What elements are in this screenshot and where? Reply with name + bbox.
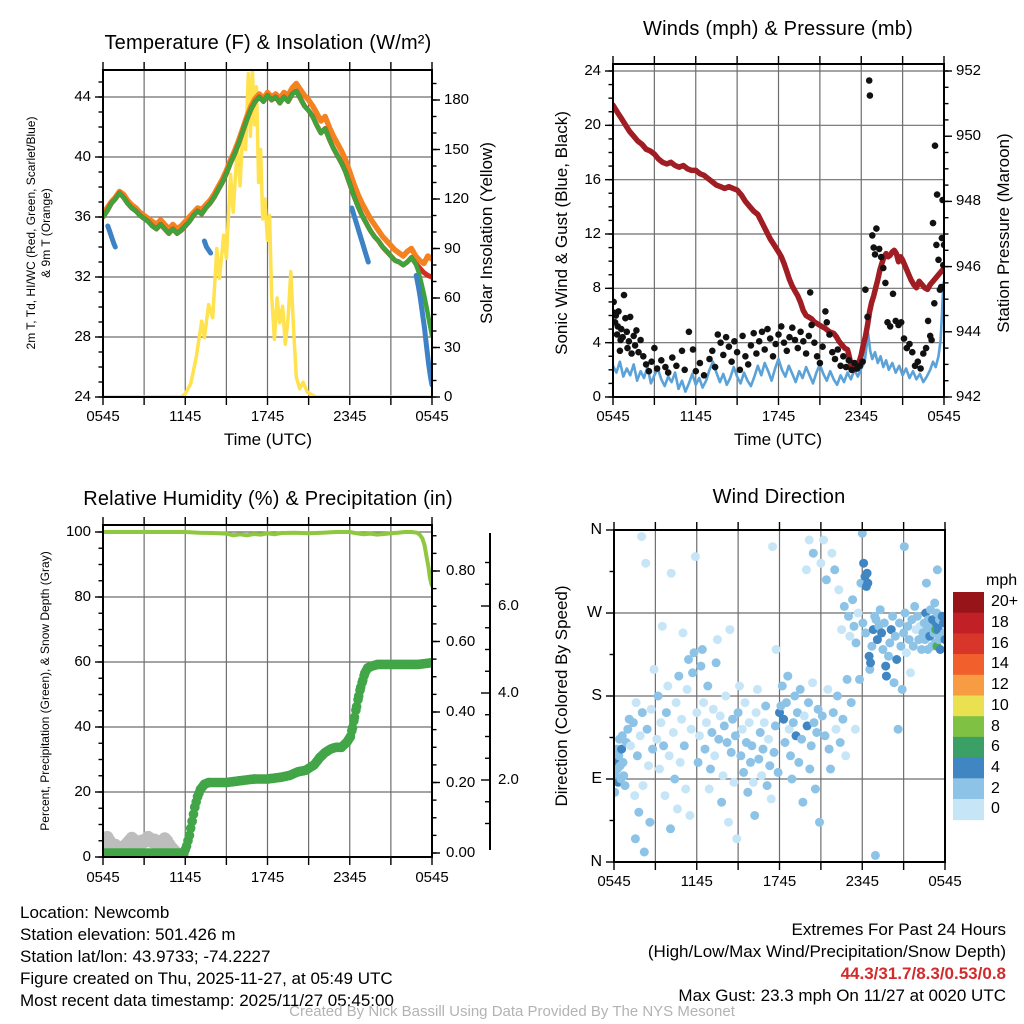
wind-tick-label: 16 [584, 170, 601, 188]
footer-timestamp: Most recent data timestamp: 2025/11/27 05:45:00 [20, 991, 394, 1010]
legend-entry-label: 18 [991, 614, 1009, 632]
legend-entry-label: 20+ [991, 593, 1019, 611]
time-tick-label: 1145 [679, 408, 712, 425]
percent-tick-label: 40 [74, 718, 91, 735]
snow-tick-label: 2.0 [498, 771, 519, 788]
insolation-tick-label: 30 [444, 338, 461, 356]
insolation-right-axis-label: Solar Insolation (Yellow) [477, 142, 496, 324]
pressure-tick-label: 942 [956, 388, 982, 405]
time-tick-label: 1745 [762, 873, 797, 890]
percent-tick-label: 100 [65, 523, 91, 540]
percent-tick-label: 80 [74, 588, 91, 605]
temp-left-axis-label-line2: & 9m T (Orange) [39, 188, 53, 278]
footer-location: Location: Newcomb [20, 903, 170, 922]
insolation-tick-label: 150 [444, 140, 470, 158]
time-tick-label: 0545 [415, 869, 449, 886]
legend-title: mph [986, 572, 1018, 589]
time-tick-label: 1745 [250, 869, 285, 886]
insolation-tick-label: 60 [444, 289, 461, 306]
precip-tick-label: 0.80 [446, 562, 476, 579]
temp-tick-label: 24 [74, 388, 91, 405]
snow-tick-label: 4.0 [498, 684, 519, 701]
temp-tick-label: 32 [74, 268, 91, 285]
wind-chart-title: Winds (mph) & Pressure (mb) [643, 18, 913, 40]
insolation-tick-label: 180 [444, 91, 470, 108]
legend-entry-label: 6 [991, 738, 1000, 756]
wind-tick-label: 4 [592, 333, 601, 351]
direction-left-axis-label: Direction (Colored By Speed) [552, 585, 571, 807]
temp-tick-label: 44 [74, 88, 91, 105]
wind-tick-label: 24 [584, 62, 601, 79]
legend-entry-label: 12 [991, 676, 1009, 694]
wind-left-axis-label: Sonic Wind & Gust (Blue, Black) [552, 111, 571, 355]
direction-tick-label: N [590, 853, 602, 870]
time-tick-label: 0545 [928, 873, 962, 890]
pressure-tick-label: 950 [956, 127, 982, 145]
time-tick-label: 1145 [680, 873, 713, 890]
pressure-tick-label: 946 [956, 257, 982, 275]
time-tick-label: 1745 [761, 408, 796, 425]
time-tick-label: 0545 [86, 869, 120, 886]
percent-tick-label: 0 [82, 848, 91, 865]
extremes-subtitle: (High/Low/Max Wind/Precipitation/Snow Depth) [647, 942, 1006, 961]
insolation-tick-label: 0 [444, 388, 453, 405]
legend-swatch [953, 716, 984, 737]
legend-swatch [953, 758, 984, 779]
temp-tick-label: 28 [74, 328, 91, 345]
time-tick-label: 1145 [169, 869, 202, 886]
time-tick-label: 0545 [415, 408, 449, 425]
legend-entry-label: 4 [991, 758, 1000, 776]
direction-tick-label: W [586, 604, 602, 621]
extremes-title: Extremes For Past 24 Hours [791, 920, 1006, 939]
wind-tick-label: 12 [584, 225, 601, 242]
legend-entry-label: 14 [991, 655, 1009, 673]
pressure-tick-label: 948 [956, 192, 982, 210]
insolation-tick-label: 120 [444, 190, 470, 207]
footer-created: Figure created on Thu, 2025-11-27, at 05:49 UTC [20, 969, 393, 988]
precip-tick-label: 0.40 [446, 703, 476, 720]
time-tick-label: 0545 [927, 408, 961, 425]
legend-swatch [953, 799, 984, 820]
legend-swatch [953, 778, 984, 799]
time-tick-label: 1145 [169, 408, 202, 425]
rh-left-axis-label: Percent, Precipitation (Green), & Snow Depth (Gray) [38, 551, 52, 831]
precip-tick-label: 0.20 [446, 773, 476, 791]
time-tick-label: 1745 [250, 408, 285, 425]
legend-swatch [953, 737, 984, 758]
pressure-tick-label: 944 [956, 322, 982, 340]
footer-elevation: Station elevation: 501.426 m [20, 925, 236, 944]
credit-text: Created By Nick Bassill Using Data Provided By The NYS Mesonet [289, 1003, 735, 1020]
rh-chart-title: Relative Humidity (%) & Precipitation (in) [83, 488, 453, 510]
legend-swatch [953, 592, 984, 613]
time-tick-label: 2345 [333, 869, 367, 886]
wind-tick-label: 8 [592, 279, 601, 297]
precip-tick-label: 0.00 [446, 844, 476, 861]
percent-tick-label: 20 [74, 783, 91, 800]
time-tick-label: 0545 [596, 408, 630, 425]
wind-tick-label: 0 [592, 388, 601, 405]
time-tick-label: 2345 [845, 873, 879, 890]
pressure-tick-label: 952 [956, 62, 982, 79]
time-tick-label: 2345 [844, 408, 878, 425]
snow-tick-label: 6.0 [498, 597, 519, 614]
legend-swatch [953, 675, 984, 696]
direction-tick-label: N [590, 521, 602, 538]
wind-direction-chart-title: Wind Direction [712, 486, 846, 508]
max-gust-text: Max Gust: 23.3 mph On 11/27 at 0020 UTC [678, 986, 1006, 1005]
time-tick-label: 0545 [597, 873, 631, 890]
percent-tick-label: 60 [74, 653, 91, 670]
legend-swatch [953, 613, 984, 634]
temp-tick-label: 40 [74, 148, 91, 165]
time-tick-label: 2345 [333, 408, 367, 425]
direction-tick-label: S [591, 687, 602, 704]
temp-xaxis-label: Time (UTC) [223, 430, 313, 449]
time-tick-label: 0545 [86, 408, 120, 425]
wind-tick-label: 20 [584, 116, 601, 134]
insolation-tick-label: 90 [444, 239, 461, 257]
temp-chart-title: Temperature (F) & Insolation (W/m²) [104, 32, 432, 54]
temp-tick-label: 36 [74, 208, 91, 225]
legend-swatch [953, 633, 984, 654]
legend-entry-label: 2 [991, 779, 1000, 797]
legend-entry-label: 0 [991, 800, 1000, 818]
footer-latlon: Station lat/lon: 43.9733; -74.2227 [20, 947, 271, 966]
legend-entry-label: 8 [991, 717, 1000, 735]
legend-entry-label: 10 [991, 696, 1009, 714]
wind-xaxis-label: Time (UTC) [733, 430, 823, 449]
extremes-values: 44.3/31.7/8.3/0.53/0.8 [840, 964, 1006, 983]
direction-tick-label: E [591, 770, 602, 787]
precip-tick-label: 0.60 [446, 632, 476, 650]
temp-left-axis-label-line1: 2m T, Td, HI/WC (Red, Green, Scarlet/Blue) [24, 116, 38, 350]
legend-swatch [953, 696, 984, 717]
legend-swatch [953, 654, 984, 675]
legend-entry-label: 16 [991, 634, 1009, 652]
pressure-right-axis-label: Station Pressure (Maroon) [994, 133, 1013, 333]
